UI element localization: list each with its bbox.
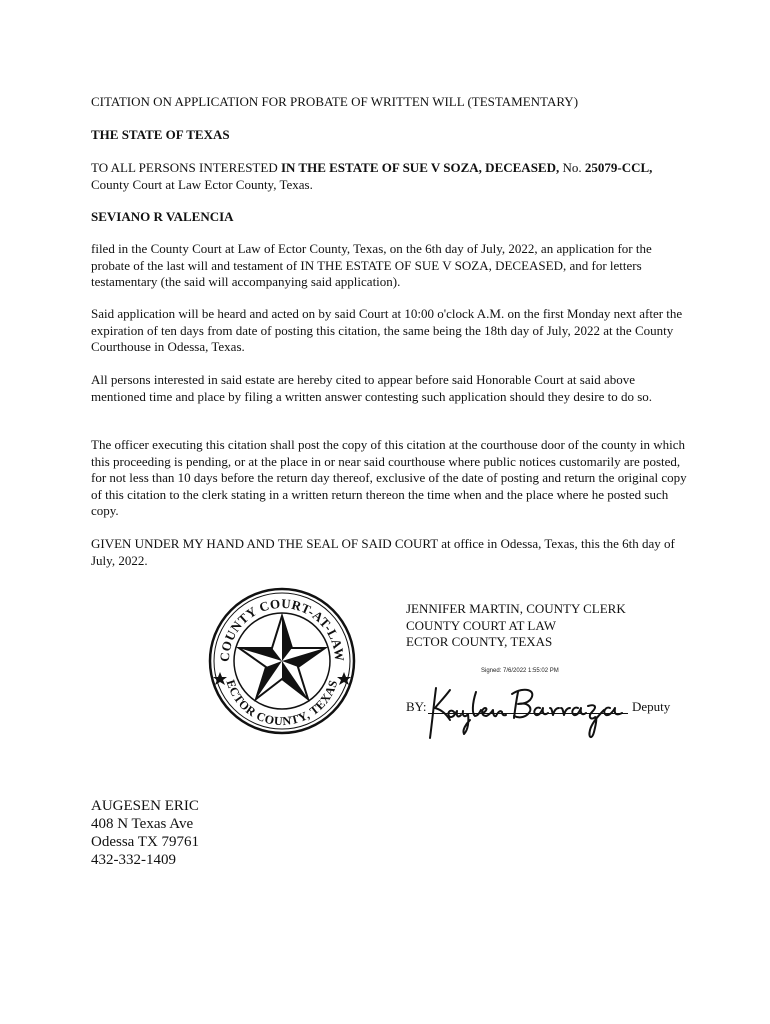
signed-timestamp: Signed: 7/6/2022 1:55:02 PM: [481, 668, 559, 674]
officer-paragraph: The officer executing this citation shall post the copy of this citation at the courthouse door of the county in which this proceeding is pending, or at the place in or near said courthouse where public notices customarily are posted, for not less than 10 days before the return day thereof, exclusive of the date of posting and return the original copy of this citation to the clerk stating in a written return thereon the time when and the place where he posted such copy.: [91, 437, 687, 518]
address-street: 408 N Texas Ave: [91, 816, 194, 832]
court-name: County Court at Law Ector County, Texas.: [91, 176, 313, 192]
persons-paragraph: All persons interested in said estate are hereby cited to appear before said Honorable Court at said above mentioned time and place by filing a written answer contesting such application should they desire to do so.: [91, 372, 653, 404]
address-phone: 432-332-1409: [91, 852, 176, 868]
court-seal: [207, 586, 357, 736]
given-paragraph: GIVEN UNDER MY HAND AND THE SEAL OF SAID COURT at office in Odessa, Texas, this the 6th day of July, 2022.: [91, 536, 675, 568]
seal-top-text: COUNTY COURT-AT-LAW: [216, 595, 348, 663]
estate-name: IN THE ESTATE OF SUE V SOZA, DECEASED,: [280, 160, 560, 175]
state-heading: THE STATE OF TEXAS: [91, 127, 230, 142]
attorney-address: [91, 797, 199, 869]
deputy-signature: [420, 678, 635, 742]
clerk-county: ECTOR COUNTY, TEXAS: [406, 634, 553, 649]
case-number-label: No.: [559, 160, 585, 175]
filed-paragraph: filed in the County Court at Law of Ector County, Texas, on the 6th day of July, 2022, an application for the probate of the last will and testament of IN THE ESTATE OF SUE V SOZA, DECEASED, and for letters testamentary (the said will accompanying said application).: [91, 241, 652, 289]
seal-bottom-text: ECTOR COUNTY, TEXAS: [223, 678, 341, 729]
clerk-name: JENNIFER MARTIN, COUNTY CLERK: [406, 601, 626, 616]
address-city: Odessa TX 79761: [91, 834, 200, 850]
hearing-paragraph: Said application will be heard and acted on by said Court at 10:00 o'clock A.M. on the first Monday next after the expiration of ten days from date of posting this citation, the same being the 18th day of July, 2022 at the County Courthouse in Odessa, Texas.: [91, 306, 683, 354]
clerk-block: [406, 601, 626, 651]
document-title: CITATION ON APPLICATION FOR PROBATE OF WRITTEN WILL (TESTAMENTARY): [91, 94, 579, 109]
clerk-court: COUNTY COURT AT LAW: [406, 617, 556, 633]
petitioner-name: SEVIANO R VALENCIA: [91, 209, 234, 224]
by-label: BY:: [406, 699, 427, 714]
star-icon: [239, 616, 325, 699]
case-number: 25079-CCL,: [584, 160, 653, 175]
addressee-paragraph: [91, 160, 691, 193]
address-name: AUGESEN ERIC: [91, 798, 199, 814]
deputy-label: Deputy: [632, 699, 671, 714]
addressee-lead: TO ALL PERSONS INTERESTED: [91, 160, 281, 175]
